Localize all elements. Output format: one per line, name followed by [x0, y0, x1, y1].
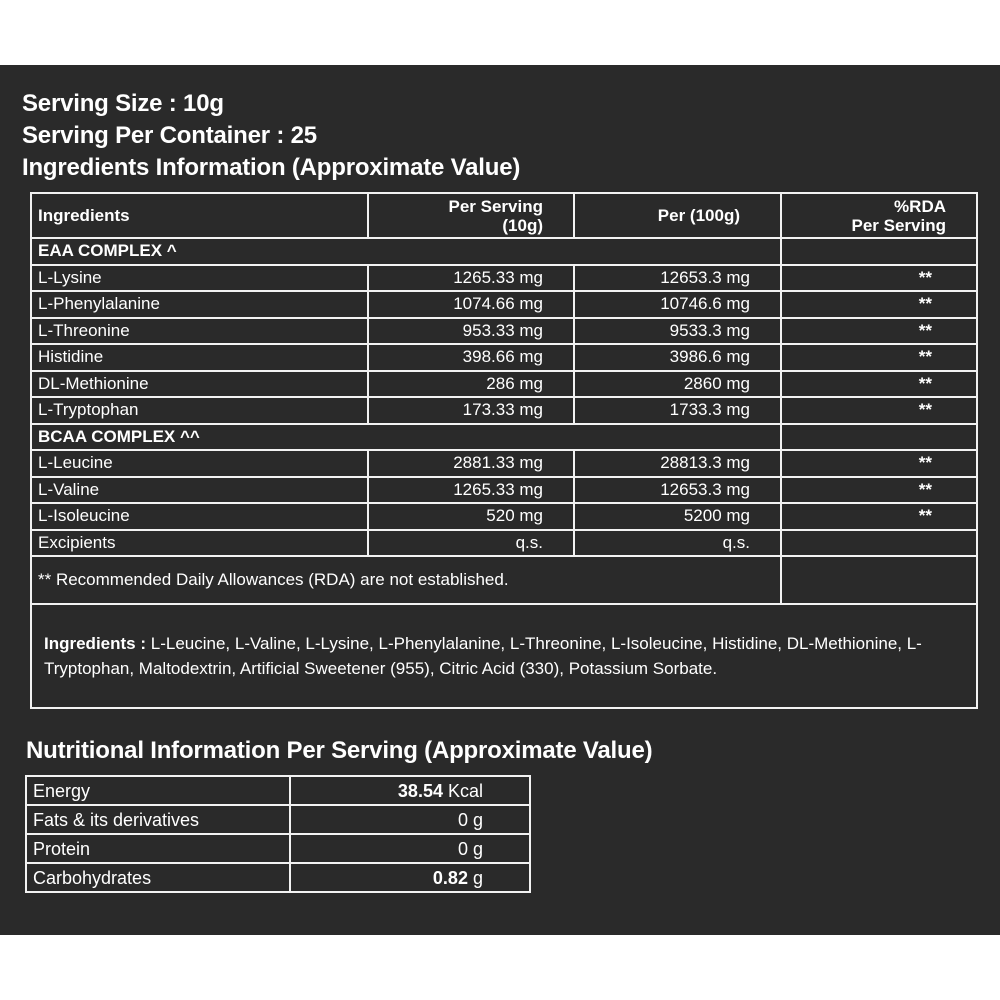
- ingredient-per-100g: 1733.3 mg: [574, 397, 781, 424]
- excipients-row: [31, 530, 977, 557]
- rda-note-empty: [781, 556, 977, 604]
- nutrient-unit: Kcal: [447, 780, 483, 801]
- nutrient-value-cell: [290, 776, 530, 805]
- ingredient-name: L-Lysine: [31, 265, 368, 292]
- section-rda-empty: [781, 424, 977, 451]
- ingredient-rda: **: [781, 265, 977, 292]
- nutrient-value-cell: [290, 834, 530, 863]
- excipients-rda: [781, 530, 977, 557]
- ingredient-row: [31, 318, 977, 345]
- ingredient-row: [31, 371, 977, 398]
- ingredients-list-label: Ingredients :: [44, 634, 147, 653]
- ingredient-per-100g: 9533.3 mg: [574, 318, 781, 345]
- ingredient-name: L-Valine: [31, 477, 368, 504]
- nutrient-value: 0: [457, 838, 468, 859]
- ingredient-per-serving: 398.66 mg: [368, 344, 574, 371]
- ingredient-per-100g: 10746.6 mg: [574, 291, 781, 318]
- ingredient-row: [31, 397, 977, 424]
- nutrient-value-cell: [290, 863, 530, 892]
- ingredients-list-row: [31, 604, 977, 708]
- ingredient-rda: **: [781, 318, 977, 345]
- ingredient-per-100g: 3986.6 mg: [574, 344, 781, 371]
- excipients-name: Excipients: [31, 530, 368, 557]
- ingredient-per-serving: 520 mg: [368, 503, 574, 530]
- nutrient-unit: g: [472, 838, 483, 859]
- ingredients-table: [30, 192, 978, 709]
- ingredient-rda: **: [781, 450, 977, 477]
- nutrient-name: Protein: [26, 834, 290, 863]
- ingredient-name: DL-Methionine: [31, 371, 368, 398]
- ingredient-per-100g: 2860 mg: [574, 371, 781, 398]
- nutrient-name: Energy: [26, 776, 290, 805]
- nutrient-value: 0: [457, 809, 468, 830]
- ingredient-per-serving: 1265.33 mg: [368, 265, 574, 292]
- ingredient-name: L-Phenylalanine: [31, 291, 368, 318]
- rda-note-row: [31, 556, 977, 604]
- serving-per-container: Serving Per Container : 25: [22, 122, 317, 149]
- nutrition-row: [26, 805, 530, 834]
- section-header: [31, 238, 977, 265]
- section-title: EAA COMPLEX ^: [31, 238, 781, 265]
- nutrition-table: [25, 775, 531, 893]
- ingredients-list-text: L-Leucine, L-Valine, L-Lysine, L-Phenylalanine, L-Threonine, L-Isoleucine, Histidine, DL-Methionine, L-Tryptophan, Maltodextrin, Artificial Sweetener (955), Citric Acid (330), Potassium Sorbate.: [44, 634, 922, 678]
- ingredient-row: [31, 450, 977, 477]
- nutrient-value: 38.54: [397, 780, 443, 801]
- ingredient-per-serving: 1265.33 mg: [368, 477, 574, 504]
- nutrition-row: [26, 863, 530, 892]
- ingredient-rda: **: [781, 291, 977, 318]
- serving-size: Serving Size : 10g: [22, 90, 224, 117]
- nutrient-name: Fats & its derivatives: [26, 805, 290, 834]
- ingredient-row: [31, 503, 977, 530]
- ingredients-table-header: [31, 193, 977, 238]
- nutrient-name: Carbohydrates: [26, 863, 290, 892]
- ingredient-row: [31, 477, 977, 504]
- rda-note: ** Recommended Daily Allowances (RDA) are not established.: [31, 556, 781, 604]
- ingredient-name: Histidine: [31, 344, 368, 371]
- ingredients-info-title: Ingredients Information (Approximate Value): [22, 154, 521, 181]
- ingredient-name: L-Isoleucine: [31, 503, 368, 530]
- ingredient-per-serving: 1074.66 mg: [368, 291, 574, 318]
- nutrient-unit: g: [472, 809, 483, 830]
- section-title: BCAA COMPLEX ^^: [31, 424, 781, 451]
- ingredient-name: L-Threonine: [31, 318, 368, 345]
- col-per-100g: Per (100g): [574, 193, 781, 238]
- ingredient-row: [31, 344, 977, 371]
- section-rda-empty: [781, 238, 977, 265]
- col-ingredients: Ingredients: [31, 193, 368, 238]
- ingredient-row: [31, 291, 977, 318]
- ingredient-name: L-Tryptophan: [31, 397, 368, 424]
- ingredient-per-serving: 2881.33 mg: [368, 450, 574, 477]
- ingredient-per-100g: 12653.3 mg: [574, 265, 781, 292]
- nutrient-value: 0.82: [432, 867, 468, 888]
- nutrient-unit: g: [472, 867, 483, 888]
- section-header: [31, 424, 977, 451]
- ingredient-per-100g: 28813.3 mg: [574, 450, 781, 477]
- excipients-per-serving: q.s.: [368, 530, 574, 557]
- ingredient-rda: **: [781, 477, 977, 504]
- ingredient-rda: **: [781, 371, 977, 398]
- ingredient-per-100g: 5200 mg: [574, 503, 781, 530]
- col-per-serving: Per Serving (10g): [368, 193, 574, 238]
- ingredient-per-serving: 953.33 mg: [368, 318, 574, 345]
- excipients-per-100g: q.s.: [574, 530, 781, 557]
- ingredient-per-100g: 12653.3 mg: [574, 477, 781, 504]
- ingredient-rda: **: [781, 397, 977, 424]
- nutrient-value-cell: [290, 805, 530, 834]
- ingredient-row: [31, 265, 977, 292]
- col-rda: %RDA Per Serving: [781, 193, 977, 238]
- ingredient-per-serving: 173.33 mg: [368, 397, 574, 424]
- ingredient-rda: **: [781, 344, 977, 371]
- ingredients-list: [31, 604, 977, 708]
- ingredient-name: L-Leucine: [31, 450, 368, 477]
- nutrition-row: [26, 834, 530, 863]
- nutrition-title: Nutritional Information Per Serving (Approximate Value): [26, 737, 653, 764]
- ingredient-per-serving: 286 mg: [368, 371, 574, 398]
- ingredient-rda: **: [781, 503, 977, 530]
- nutrition-row: [26, 776, 530, 805]
